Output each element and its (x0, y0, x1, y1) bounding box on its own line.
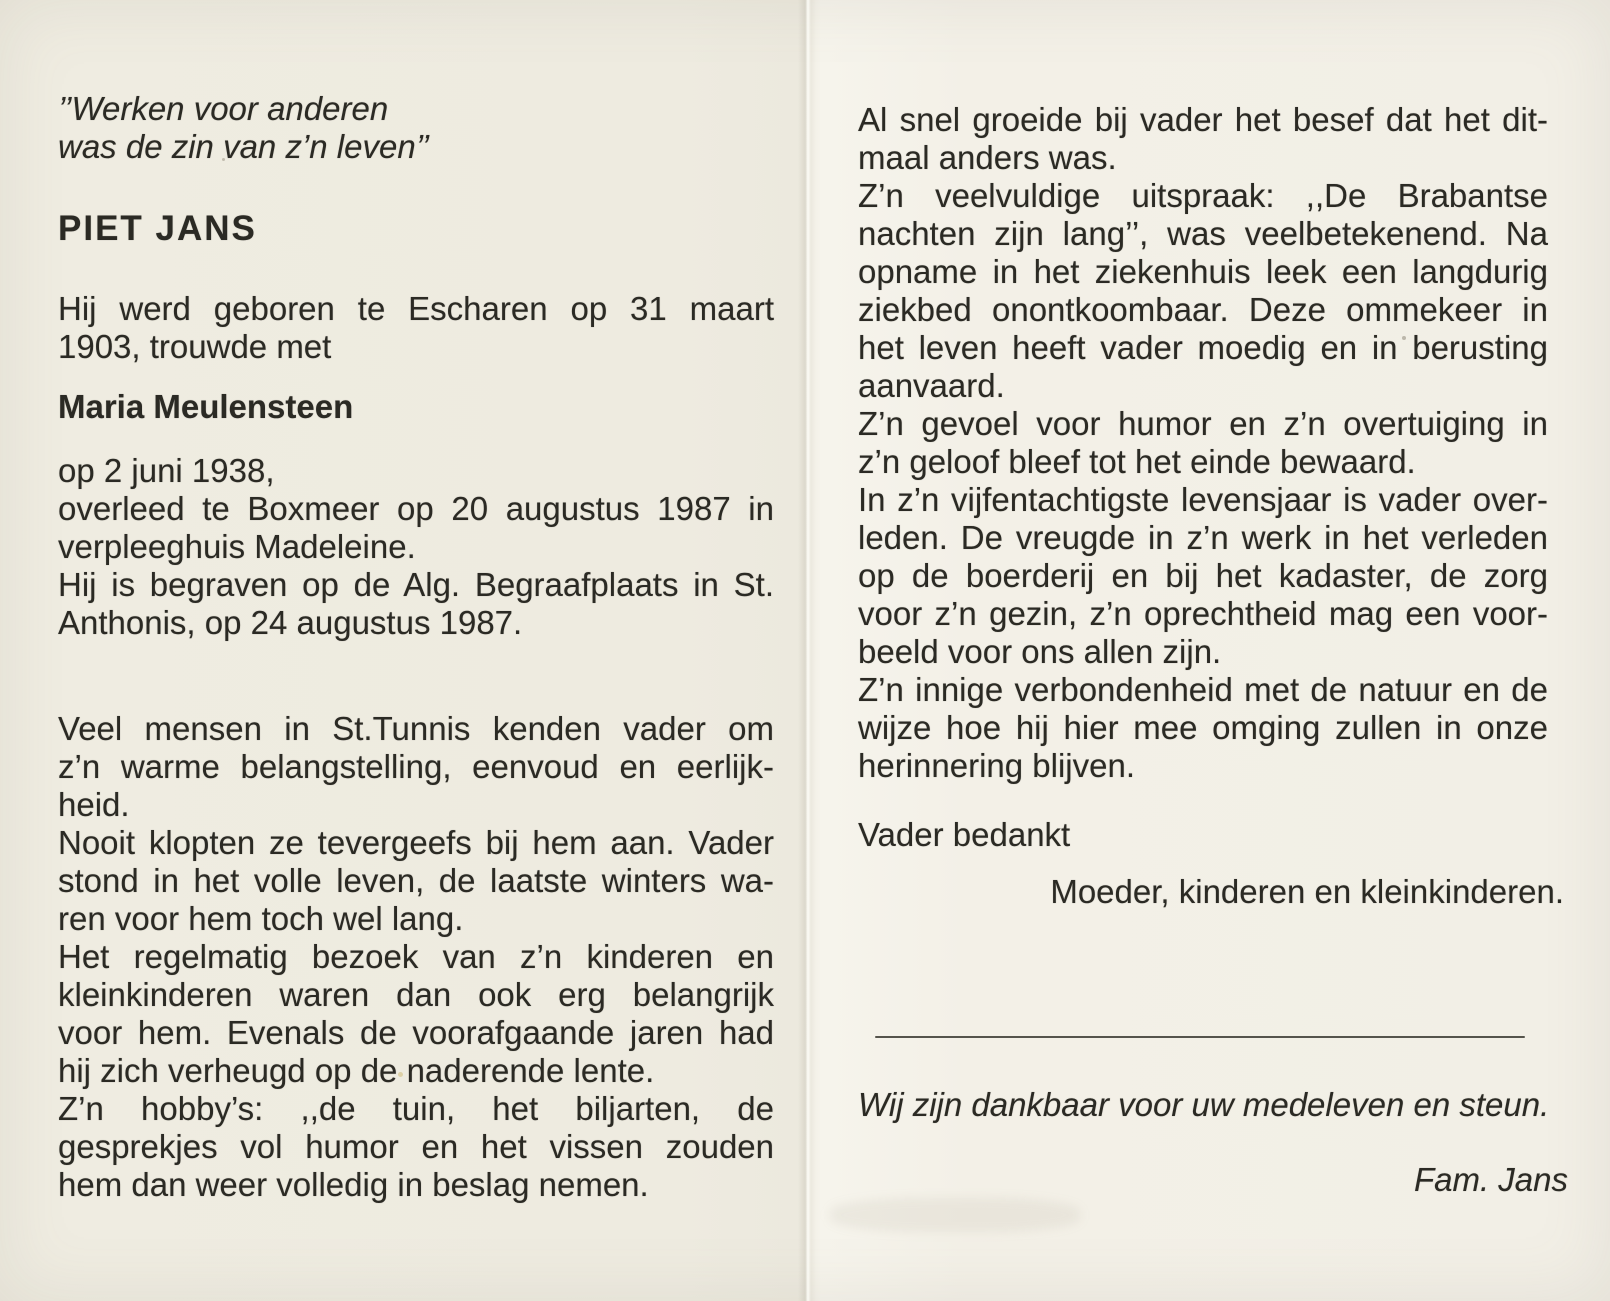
text-line: wijze hoe hij hier mee omging zullen in onze (858, 709, 1548, 746)
text-line: Anthonis, op 24 augustus 1987. (58, 604, 523, 641)
text-line: Hij werd geboren te Escharen op 31 maart (58, 290, 774, 327)
birth-marriage-text (58, 290, 774, 366)
text-line: opname in het ziekenhuis leek een langdurig (858, 253, 1548, 290)
text-line: kleinkinderen waren dan ook erg belangrijk (58, 976, 774, 1013)
family-name-signature: Fam. Jans (1413, 1161, 1568, 1198)
text-line: op 2 juni 1938, (58, 452, 275, 489)
epigraph-quote (58, 90, 774, 166)
text-line: Z’n veelvuldige uitspraak: ,,De Brabantse (858, 177, 1548, 214)
text-line: ziekbed onontkoombaar. Deze ommekeer in (858, 291, 1548, 328)
text-line: Z’n hobby’s: ,,de tuin, het biljarten, de (58, 1090, 774, 1127)
text-line: het leven heeft vader moedig en in berusting (858, 329, 1548, 366)
text-line: Veel mensen in St.Tunnis kenden vader om (58, 710, 774, 747)
text-line: voor hem. Evenals de voorafgaande jaren had (58, 1014, 774, 1051)
text-line: gesprekjes vol humor en het vissen zouden (58, 1128, 774, 1165)
text-line: herinnering blijven. (858, 747, 1136, 784)
text-line: hij zich verheugd op de naderende lente. (58, 1052, 655, 1089)
text-line: hem dan weer volledig in beslag nemen. (58, 1166, 649, 1203)
text-line: z’n warme belangstelling, eenvoud en eerlijk- (58, 748, 774, 785)
text-line: overleed te Boxmeer op 20 augustus 1987 in (58, 490, 774, 527)
text-line: Al snel groeide bij vader het besef dat het dit- (858, 101, 1548, 138)
text-line: In z’n vijfentachtigste levensjaar is vader over- (858, 481, 1548, 518)
deceased-name-heading: PIET JANS (58, 209, 257, 248)
dates-burial-text (58, 452, 774, 642)
spouse-name: Maria Meulensteen (58, 388, 354, 425)
scan-speck (1402, 336, 1406, 340)
scan-speck (222, 158, 225, 161)
text-line: Het regelmatig bezoek van z’n kinderen en (58, 938, 774, 975)
text-line: Hij is begraven op de Alg. Begraafplaats in St. (58, 566, 774, 603)
text-line: ’’Werken voor anderen (58, 90, 389, 127)
divider-line (875, 1036, 1525, 1038)
text-line: Z’n innige verbondenheid met de natuur en de (858, 671, 1548, 708)
text-line: stond in het volle leven, de laatste winters wa- (58, 862, 774, 899)
thanks-line: Vader bedankt (858, 816, 1071, 853)
text-line: heid. (58, 786, 130, 823)
gratitude-line: Wij zijn dankbaar voor uw medeleven en steun. (858, 1086, 1550, 1123)
text-line: z’n geloof bleef tot het einde bewaard. (858, 443, 1416, 480)
text-line: maal anders was. (858, 139, 1117, 176)
page-fold-crease (798, 0, 816, 1301)
left-body-text (58, 710, 774, 1204)
scan-speck (398, 1072, 403, 1077)
text-line: voor z’n gezin, z’n oprechtheid mag een voor- (858, 595, 1548, 632)
text-line: aanvaard. (858, 367, 1005, 404)
family-signature-line: Moeder, kinderen en kleinkinderen. (1050, 873, 1564, 910)
text-line: was de zin van z’n leven’’ (58, 128, 430, 165)
text-line: op de boerderij en bij het kadaster, de zorg (858, 557, 1548, 594)
text-line: verpleeghuis Madeleine. (58, 528, 416, 565)
text-line: beeld voor ons allen zijn. (858, 633, 1222, 670)
text-line: leden. De vreugde in z’n werk in het verleden (858, 519, 1548, 556)
text-line: Nooit klopten ze tevergeefs bij hem aan. Vader (58, 824, 774, 861)
right-body-text (858, 101, 1548, 785)
text-line: ren voor hem toch wel lang. (58, 900, 464, 937)
text-line: nachten zijn lang’’, was veelbetekenend. Na (858, 215, 1548, 252)
text-line: Z’n gevoel voor humor en z’n overtuiging in (858, 405, 1548, 442)
text-line: 1903, trouwde met (58, 328, 332, 365)
ink-bleed-smudge (830, 1198, 1080, 1232)
